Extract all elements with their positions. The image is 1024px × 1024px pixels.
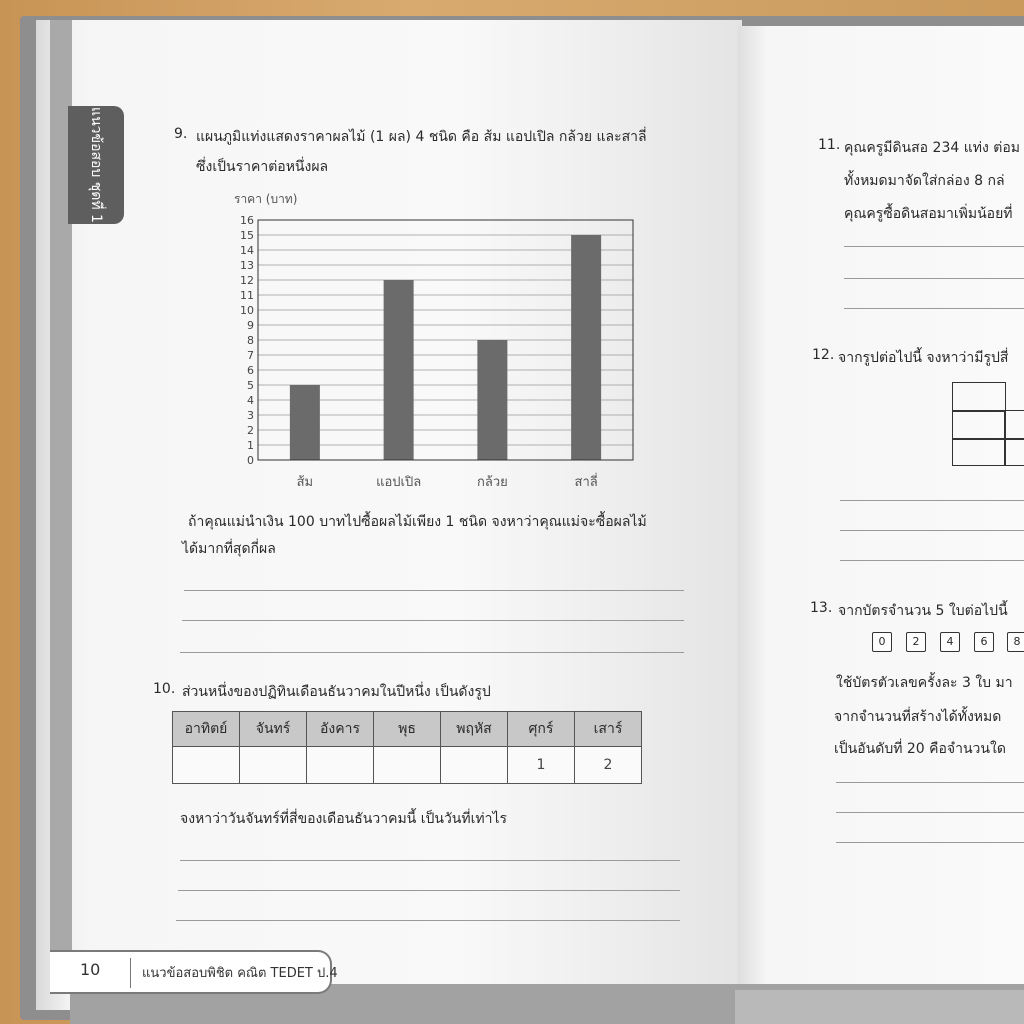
q10-answer-line (178, 890, 680, 891)
q9-question-line2: ได้มากที่สุดกี่ผล (182, 541, 276, 557)
calendar-date-cell (374, 747, 441, 784)
chart-y-tick-label: 6 (247, 364, 254, 377)
calendar-date-cell: 2 (575, 747, 642, 784)
chart-y-tick-label: 15 (240, 229, 254, 242)
q12-answer-line (840, 500, 1024, 501)
calendar-day-header: เสาร์ (575, 712, 642, 747)
chart-bar (384, 280, 414, 460)
chart-x-label: ส้ม (296, 475, 314, 490)
number-card: 2 (906, 632, 926, 652)
q10-prompt: ส่วนหนึ่งของปฏิทินเดือนธันวาคมในปีหนึ่ง เป็นดังรูป (182, 684, 491, 700)
calendar-day-header: พฤหัส (441, 712, 508, 747)
chart-y-tick-label: 9 (247, 319, 254, 332)
q12-answer-line (840, 560, 1024, 561)
footer-book-title: แนวข้อสอบพิชิต คณิต TEDET ป.4 (142, 966, 338, 981)
q9-answer-line (180, 652, 684, 653)
chart-y-tick-label: 11 (240, 289, 254, 302)
chart-y-tick-label: 3 (247, 409, 254, 422)
q11-answer-line (844, 246, 1024, 247)
q12-figure-cell (1004, 438, 1024, 466)
q9-prompt-line2: ซึ่งเป็นราคาต่อหนึ่งผล (196, 159, 329, 175)
q13-line4: เป็นอันดับที่ 20 คือจำนวนใด (834, 741, 1006, 757)
calendar-day-header: อังคาร (307, 712, 374, 747)
q13-answer-line (836, 782, 1024, 783)
chapter-side-tab-label: แนวข้อสอบ ชุดที่ 1 (88, 107, 104, 223)
chart-bar (290, 385, 320, 460)
q10-number: 10. (153, 681, 176, 697)
q11-line2: ทั้งหมดมาจัดใส่กล่อง 8 กล่ (844, 173, 1005, 189)
chart-y-tick-label: 8 (247, 334, 254, 347)
q9-answer-line (182, 620, 684, 621)
chart-y-tick-label: 2 (247, 424, 254, 437)
q12-figure-cell (952, 438, 1006, 466)
calendar-date-row (173, 747, 642, 784)
q10-answer-line (176, 920, 680, 921)
q13-answer-line (836, 842, 1024, 843)
chart-bars (290, 235, 601, 460)
q11-line3: คุณครูซื้อดินสอมาเพิ่มน้อยที่ (844, 206, 1013, 222)
chart-x-label: กล้วย (476, 475, 508, 490)
q13-number: 13. (810, 600, 833, 616)
chart-y-tick-label: 0 (247, 454, 254, 467)
q12-number: 12. (812, 347, 835, 363)
q13-line1: จากบัตรจำนวน 5 ใบต่อไปนี้ (838, 603, 1008, 619)
q10-answer-line (180, 860, 680, 861)
calendar-date-cell (240, 747, 307, 784)
chart-ylabel: ราคา (บาท) (234, 192, 298, 206)
chart-bar (477, 340, 507, 460)
chart-y-tick-label: 13 (240, 259, 254, 272)
calendar-day-header: จันทร์ (240, 712, 307, 747)
number-card: 6 (974, 632, 994, 652)
q12-answer-line (840, 530, 1024, 531)
calendar-day-header: อาทิตย์ (173, 712, 240, 747)
q13-line2: ใช้บัตรตัวเลขครั้งละ 3 ใบ มา (836, 675, 1013, 691)
number-card: 4 (940, 632, 960, 652)
number-card: 8 (1007, 632, 1024, 652)
page-number: 10 (80, 960, 101, 979)
footer-separator (130, 958, 131, 988)
q11-number: 11. (818, 137, 841, 153)
chart-bar (571, 235, 601, 460)
december-calendar-table (172, 711, 642, 784)
chart-y-tick-label: 1 (247, 439, 254, 452)
q9-answer-line (184, 590, 684, 591)
q12-line1: จากรูปต่อไปนี้ จงหาว่ามีรูปสี่ (838, 350, 1009, 366)
q12-figure-cell (952, 382, 1006, 412)
chapter-side-tab (68, 106, 124, 224)
chart-y-tick-label: 4 (247, 394, 254, 407)
chart-y-tick-label: 12 (240, 274, 254, 287)
q9-number: 9. (174, 126, 188, 142)
calendar-date-cell (173, 747, 240, 784)
calendar-header-row (173, 712, 642, 747)
q10-question: จงหาว่าวันจันทร์ที่สี่ของเดือนธันวาคมนี้ เป็นวันที่เท่าไร (180, 811, 508, 827)
q9-question-line1: ถ้าคุณแม่นำเงิน 100 บาทไปซื้อผลไม้เพียง 1 ชนิด จงหาว่าคุณแม่จะซื้อผลไม้ (188, 514, 647, 530)
chart-y-tick-labels (240, 214, 254, 467)
chart-y-tick-label: 10 (240, 304, 254, 317)
chart-x-label: สาลี่ (574, 475, 598, 490)
calendar-date-cell: 1 (508, 747, 575, 784)
q11-answer-line (844, 278, 1024, 279)
q13-answer-line (836, 812, 1024, 813)
chart-y-tick-label: 5 (247, 379, 254, 392)
q11-answer-line (844, 308, 1024, 309)
number-card: 0 (872, 632, 892, 652)
calendar-date-cell (307, 747, 374, 784)
q9-prompt-line1: แผนภูมิแท่งแสดงราคาผลไม้ (1 ผล) 4 ชนิด คือ ส้ม แอปเปิล กล้วย และสาลี่ (196, 129, 647, 145)
chart-y-tick-label: 14 (240, 244, 254, 257)
chart-x-labels (297, 473, 598, 490)
calendar-day-header: พุธ (374, 712, 441, 747)
q13-line3: จากจำนวนที่สร้างได้ทั้งหมด (834, 709, 1002, 725)
chart-y-tick-label: 7 (247, 349, 254, 362)
q11-line1: คุณครูมีดินสอ 234 แท่ง ต่อม (844, 140, 1020, 156)
chart-x-label: แอปเปิล (376, 475, 422, 490)
q12-figure-cell (952, 410, 1006, 440)
calendar-day-header: ศุกร์ (508, 712, 575, 747)
q12-figure-cell (1004, 410, 1024, 440)
fruit-price-bar-chart (228, 190, 648, 495)
right-bottom-band (735, 990, 1024, 1024)
calendar-date-cell (441, 747, 508, 784)
chart-y-tick-label: 16 (240, 214, 254, 227)
